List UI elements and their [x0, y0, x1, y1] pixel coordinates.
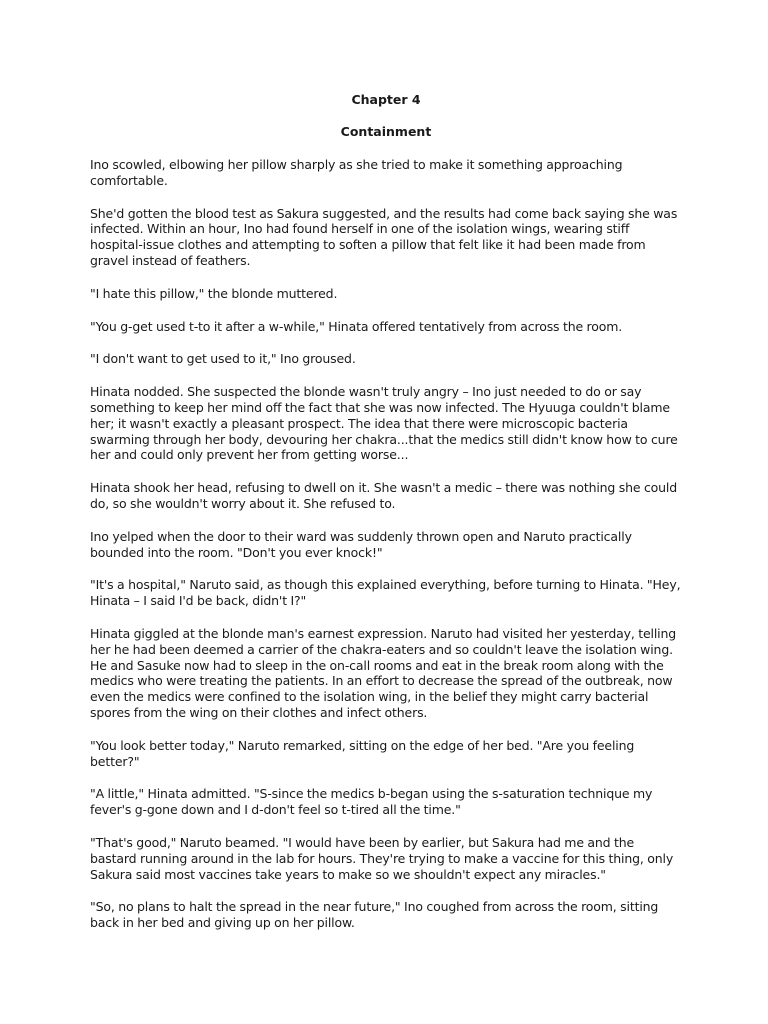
paragraph: Ino scowled, elbowing her pillow sharply as she tried to make it something approaching comfortable.: [90, 157, 623, 188]
chapter-number: Chapter 4: [351, 92, 421, 107]
paragraph: Hinata nodded. She suspected the blonde wasn't truly angry – Ino just needed to do or say something to keep her mind off the fact that she was now infected. The Hyuuga couldn't blame her; it wasn't exactly a pleasant prospect. The idea that there were microscopic bacteria swarming through her body, devouring her chakra...that the medics still didn't know how to cure her and could only prevent her from getting worse...: [90, 384, 678, 463]
paragraph: "A little," Hinata admitted. "S-since the medics b-began using the s-saturation technique my fever's g-gone down and I d-don't feel so t-tired all the time.": [90, 786, 653, 818]
paragraph: "So, no plans to halt the spread in the near future," Ino coughed from across the room, sitting back in her bed and giving up on her pillow.: [90, 899, 659, 931]
chapter-title: Containment: [340, 124, 432, 139]
paragraph: "You look better today," Naruto remarked, sitting on the edge of her bed. "Are you feeling better?": [90, 737, 635, 769]
paragraph: Hinata giggled at the blonde man's earnest expression. Naruto had visited her yesterday, telling her he had been deemed a carrier of the chakra-eaters and so couldn't leave the isolation wing. He and Sasuke now had to sleep in the on-call rooms and eat in the break room along with the medics who were treating the patients. In an effort to decrease the spread of the outbreak, now even the medics were confined to the isolation wing, in the belief they might carry bacterial spores from the wing on their clothes and infect others.: [90, 625, 677, 720]
paragraph: "That's good," Naruto beamed. "I would have been by earlier, but Sakura had me and the bastard running around in the lab for hours. They're trying to make a vaccine for this thing, only Sakura said most vaccines take years to make so we shouldn't expect any miracles.": [90, 834, 674, 882]
paragraph: She'd gotten the blood test as Sakura suggested, and the results had come back saying she was infected. Within an hour, Ino had found herself in one of the isolation wings, wearing stiff hospital-issue clothes and attempting to soften a pillow that felt like it had been made from gravel instead of feathers.: [90, 205, 678, 268]
paragraph: "It's a hospital," Naruto said, as though this explained everything, before turning to Hinata. "Hey, Hinata – I said I'd be back, didn't I?": [90, 577, 681, 609]
paragraph: "I don't want to get used to it," Ino groused.: [90, 351, 356, 367]
paragraph: Hinata shook her head, refusing to dwell on it. She wasn't a medic – there was nothing she could do, so she wouldn't worry about it. She refused to.: [90, 480, 678, 511]
paragraph: "I hate this pillow," the blonde muttered.: [90, 285, 338, 301]
paragraph: "You g-get used t-to it after a w-while," Hinata offered tentatively from across the room.: [90, 318, 623, 334]
document-page: [90, 92, 682, 948]
paragraph: Ino yelped when the door to their ward was suddenly thrown open and Naruto practically bounded into the room. "Don't you ever knock!": [90, 528, 632, 560]
